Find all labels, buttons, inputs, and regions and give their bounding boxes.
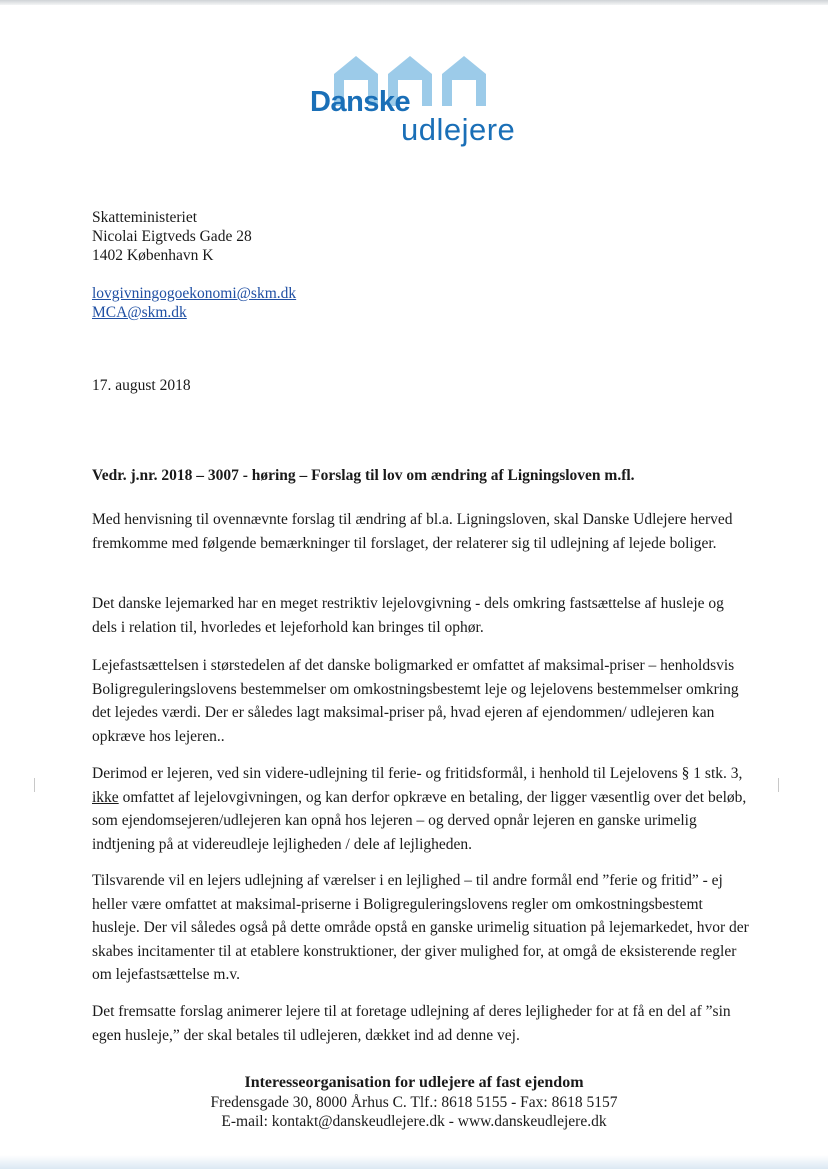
scan-bottom-edge [0, 1155, 828, 1169]
footer-contact: E-mail: kontakt@danskeudlejere.dk - www.danskeudlejere.dk [221, 1113, 607, 1130]
email-link-mca[interactable]: MCA@skm.dk [92, 304, 187, 321]
recipient-address [92, 208, 252, 265]
scan-top-edge [0, 0, 828, 5]
scan-margin-mark-left [34, 778, 35, 792]
logo-word-danske: Danske [310, 86, 411, 118]
danske-udlejere-logo [300, 50, 550, 160]
letter-subject: Vedr. j.nr. 2018 – 3007 - høring – Forslag til lov om ændring af Ligningsloven m.fl. [92, 467, 635, 484]
footer-address: Fredensgade 30, 8000 Århus C. Tlf.: 8618 5155 - Fax: 8618 5157 [210, 1094, 618, 1111]
scan-margin-mark-right [778, 778, 779, 792]
paragraph-4-end: omfattet af lejelovgivningen, og kan derfor opkræve en betaling, der ligger væsentlig over det beløb, som ejendomsejeren/udlejeren kan opnå hos lejeren – og derved opnår lejeren en ganske urimelig indtjening på at videreudleje lejligheden / dele af lejligheden. [92, 788, 747, 853]
paragraph-5: Tilsvarende vil en lejers udlejning af værelser i en lejlighed – til andre formål end ”ferie og fritid” - ej heller være omfattet at maksimal-priserne i Boligreguleringslovens regler om omkostningsbestemt husleje. Der vil således også på dette område opstå en ganske urimelig situation på lejemarkedet, hvor der skabes incitamenter til at etablere konstruktioner, der giver mulighed for, at omgå de eksisterende regler om lejefastsættelse m.v. [92, 872, 749, 983]
email-link-lovgivning[interactable]: lovgivningogoekonomi@skm.dk [92, 285, 297, 302]
recipient-emails [92, 284, 296, 322]
footer-title: Interesseorganisation for udlejere af fast ejendom [244, 1074, 584, 1091]
recipient-name: Skatteministeriet [92, 209, 198, 226]
paragraph-1: Med henvisning til ovennævnte forslag til ændring af bl.a. Ligningsloven, skal Danske Udlejere herved fremkomme med følgende bemærkninger til forslaget, der relaterer sig til udlejning af lejede boliger. [92, 511, 733, 552]
paragraph-4-emphasis: ikke [92, 788, 119, 806]
logo-word-udlejere: udlejere [401, 112, 516, 147]
paragraph-6: Det fremsatte forslag animerer lejere til at foretage udlejning af deres lejligheder for at få en del af ”sin egen husleje,” der skal betales til udlejeren, dækket ind ad denne vej. [92, 1003, 731, 1044]
letter-date: 17. august 2018 [92, 377, 191, 394]
letterhead-footer [0, 1072, 828, 1131]
paragraph-3: Lejefastsættelsen i størstedelen af det danske boligmarked er omfattet af maksimal-priser – henholdsvis Boligreguleringslovens bestemmelser om omkostningsbestemt leje og lejelovens bestemmelser omkring det lejedes værdi. Der er således lagt maksimal-priser på, hvad ejeren af ejendommen/ udlejeren kan opkræve hos lejeren.. [92, 657, 739, 745]
recipient-city: 1402 København K [92, 247, 214, 264]
paragraph-4-start: Derimod er lejeren, ved sin videre-udlejning til ferie- og fritidsformål, i henhold til Lejelovens § 1 stk. 3, [92, 765, 743, 782]
paragraph-4 [92, 762, 752, 856]
recipient-street: Nicolai Eigtveds Gade 28 [92, 228, 252, 245]
paragraph-2: Det danske lejemarked har en meget restriktiv lejelovgivning - dels omkring fastsættelse af husleje og dels i relation til, hvorledes et lejeforhold kan bringes til ophør. [92, 595, 724, 636]
